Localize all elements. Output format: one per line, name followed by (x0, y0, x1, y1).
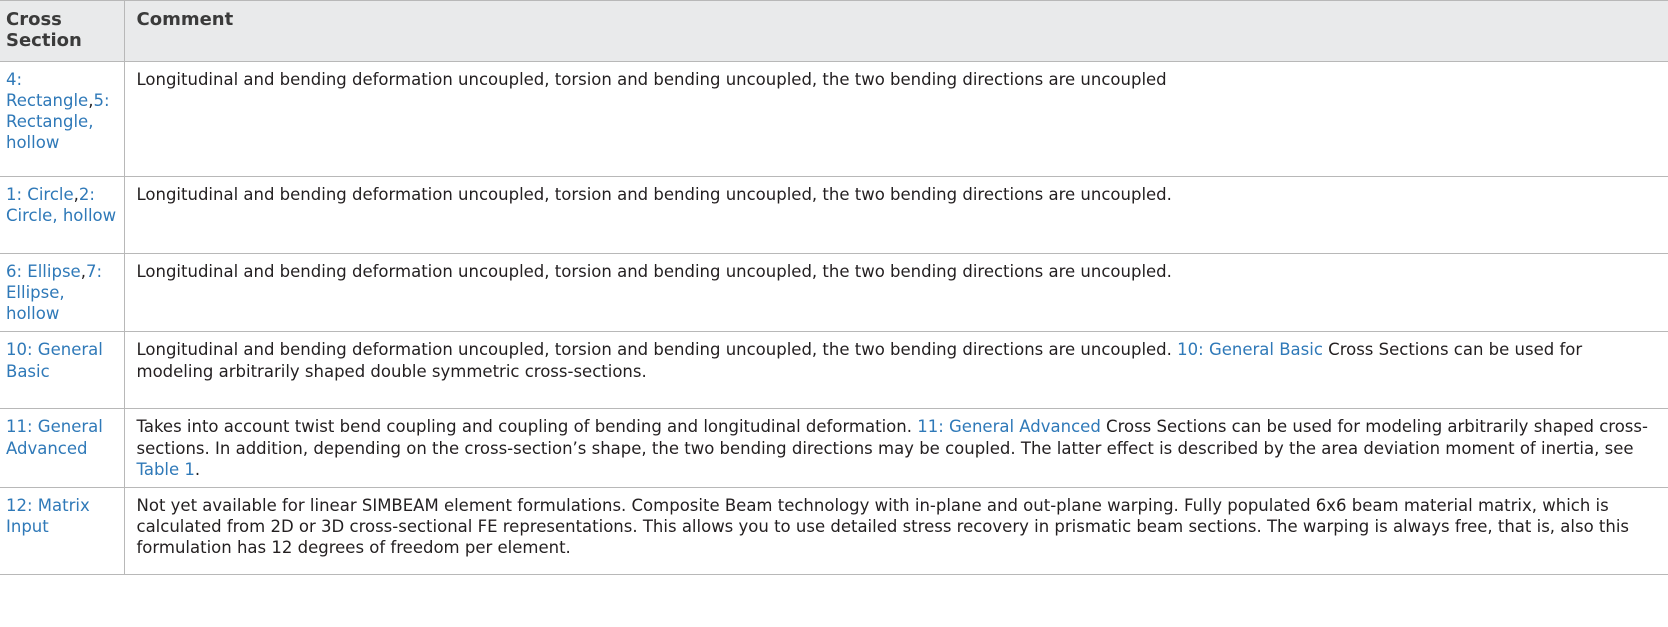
table-row (0, 177, 1668, 254)
table-row (0, 487, 1668, 574)
table-row (0, 254, 1668, 332)
comment-link[interactable]: 11: General Advanced (917, 417, 1101, 437)
comment-text: Takes into account twist bend coupling and coupling of bending and longitudinal deformation. (136, 417, 918, 437)
cross-section-separator: , (88, 91, 94, 111)
cross-section-link[interactable]: 10: General Basic (6, 340, 103, 381)
cross-section-link[interactable]: 2: Circle, hollow (6, 185, 117, 226)
comment-text: Not yet available for linear SIMBEAM element formulations. Composite Beam technology with in-plane and out-plane warping. Fully populated 6x6 beam material matrix, which is calculated from 2D or 3D cross-sectional FE representations. This allows you to use detailed stress recovery in prismatic beam sections. The warping is always free, that is, also this formulation has 12 degrees of freedom per element. (136, 495, 1630, 557)
cell-cross-section (0, 62, 124, 177)
column-header-cross-section: Cross Section (0, 1, 124, 62)
cell-comment (124, 487, 1668, 574)
comment-link[interactable]: 10: General Basic (1177, 340, 1323, 360)
column-header-comment: Comment (124, 1, 1668, 62)
cell-comment (124, 177, 1668, 254)
table-row (0, 409, 1668, 487)
comment-text: Cross Sections can be used for modeling arbitrarily shaped cross-sections. In addition, depending on the cross-section’s shape, the two bending directions may be coupled. The latter effect is described by the area deviation moment of inertia, see (136, 417, 1648, 458)
comment-link[interactable]: Table 1 (136, 459, 195, 479)
cell-cross-section (0, 332, 124, 409)
cross-section-link[interactable]: 4: Rectangle (6, 70, 89, 111)
cell-comment (124, 332, 1668, 409)
cell-cross-section (0, 254, 124, 332)
cell-cross-section (0, 409, 124, 487)
cell-cross-section (0, 487, 124, 574)
cross-section-link[interactable]: 7: Ellipse, hollow (6, 262, 103, 324)
cross-section-link[interactable]: 5: Rectangle, hollow (6, 91, 110, 153)
comment-text: Longitudinal and bending deformation uncoupled, torsion and bending uncoupled, the two bending directions are uncoupled (136, 70, 1167, 90)
comment-text: Longitudinal and bending deformation uncoupled, torsion and bending uncoupled, the two bending directions are uncoupled. (136, 340, 1178, 360)
cell-comment (124, 62, 1668, 177)
table-header (0, 1, 1668, 62)
table-row (0, 62, 1668, 177)
comment-text: Cross Sections can be used for modeling arbitrarily shaped double symmetric cross-sections. (136, 340, 1583, 381)
cell-comment (124, 254, 1668, 332)
cross-section-link[interactable]: 1: Circle (6, 185, 74, 205)
cell-cross-section (0, 177, 124, 254)
table-header-row (0, 1, 1668, 62)
cross-section-link[interactable]: 12: Matrix Input (6, 495, 90, 536)
cross-section-link[interactable]: 6: Ellipse (6, 262, 81, 282)
table-row (0, 332, 1668, 409)
cross-section-link[interactable]: 11: General Advanced (6, 417, 103, 458)
cell-comment (124, 409, 1668, 487)
cross-section-separator: , (80, 262, 86, 282)
table-body (0, 62, 1668, 575)
comment-text: Longitudinal and bending deformation uncoupled, torsion and bending uncoupled, the two bending directions are uncoupled. (136, 262, 1172, 282)
comment-text: Longitudinal and bending deformation uncoupled, torsion and bending uncoupled, the two bending directions are uncoupled. (136, 185, 1172, 205)
comment-text: . (194, 459, 201, 479)
cross-section-separator: , (73, 185, 79, 205)
